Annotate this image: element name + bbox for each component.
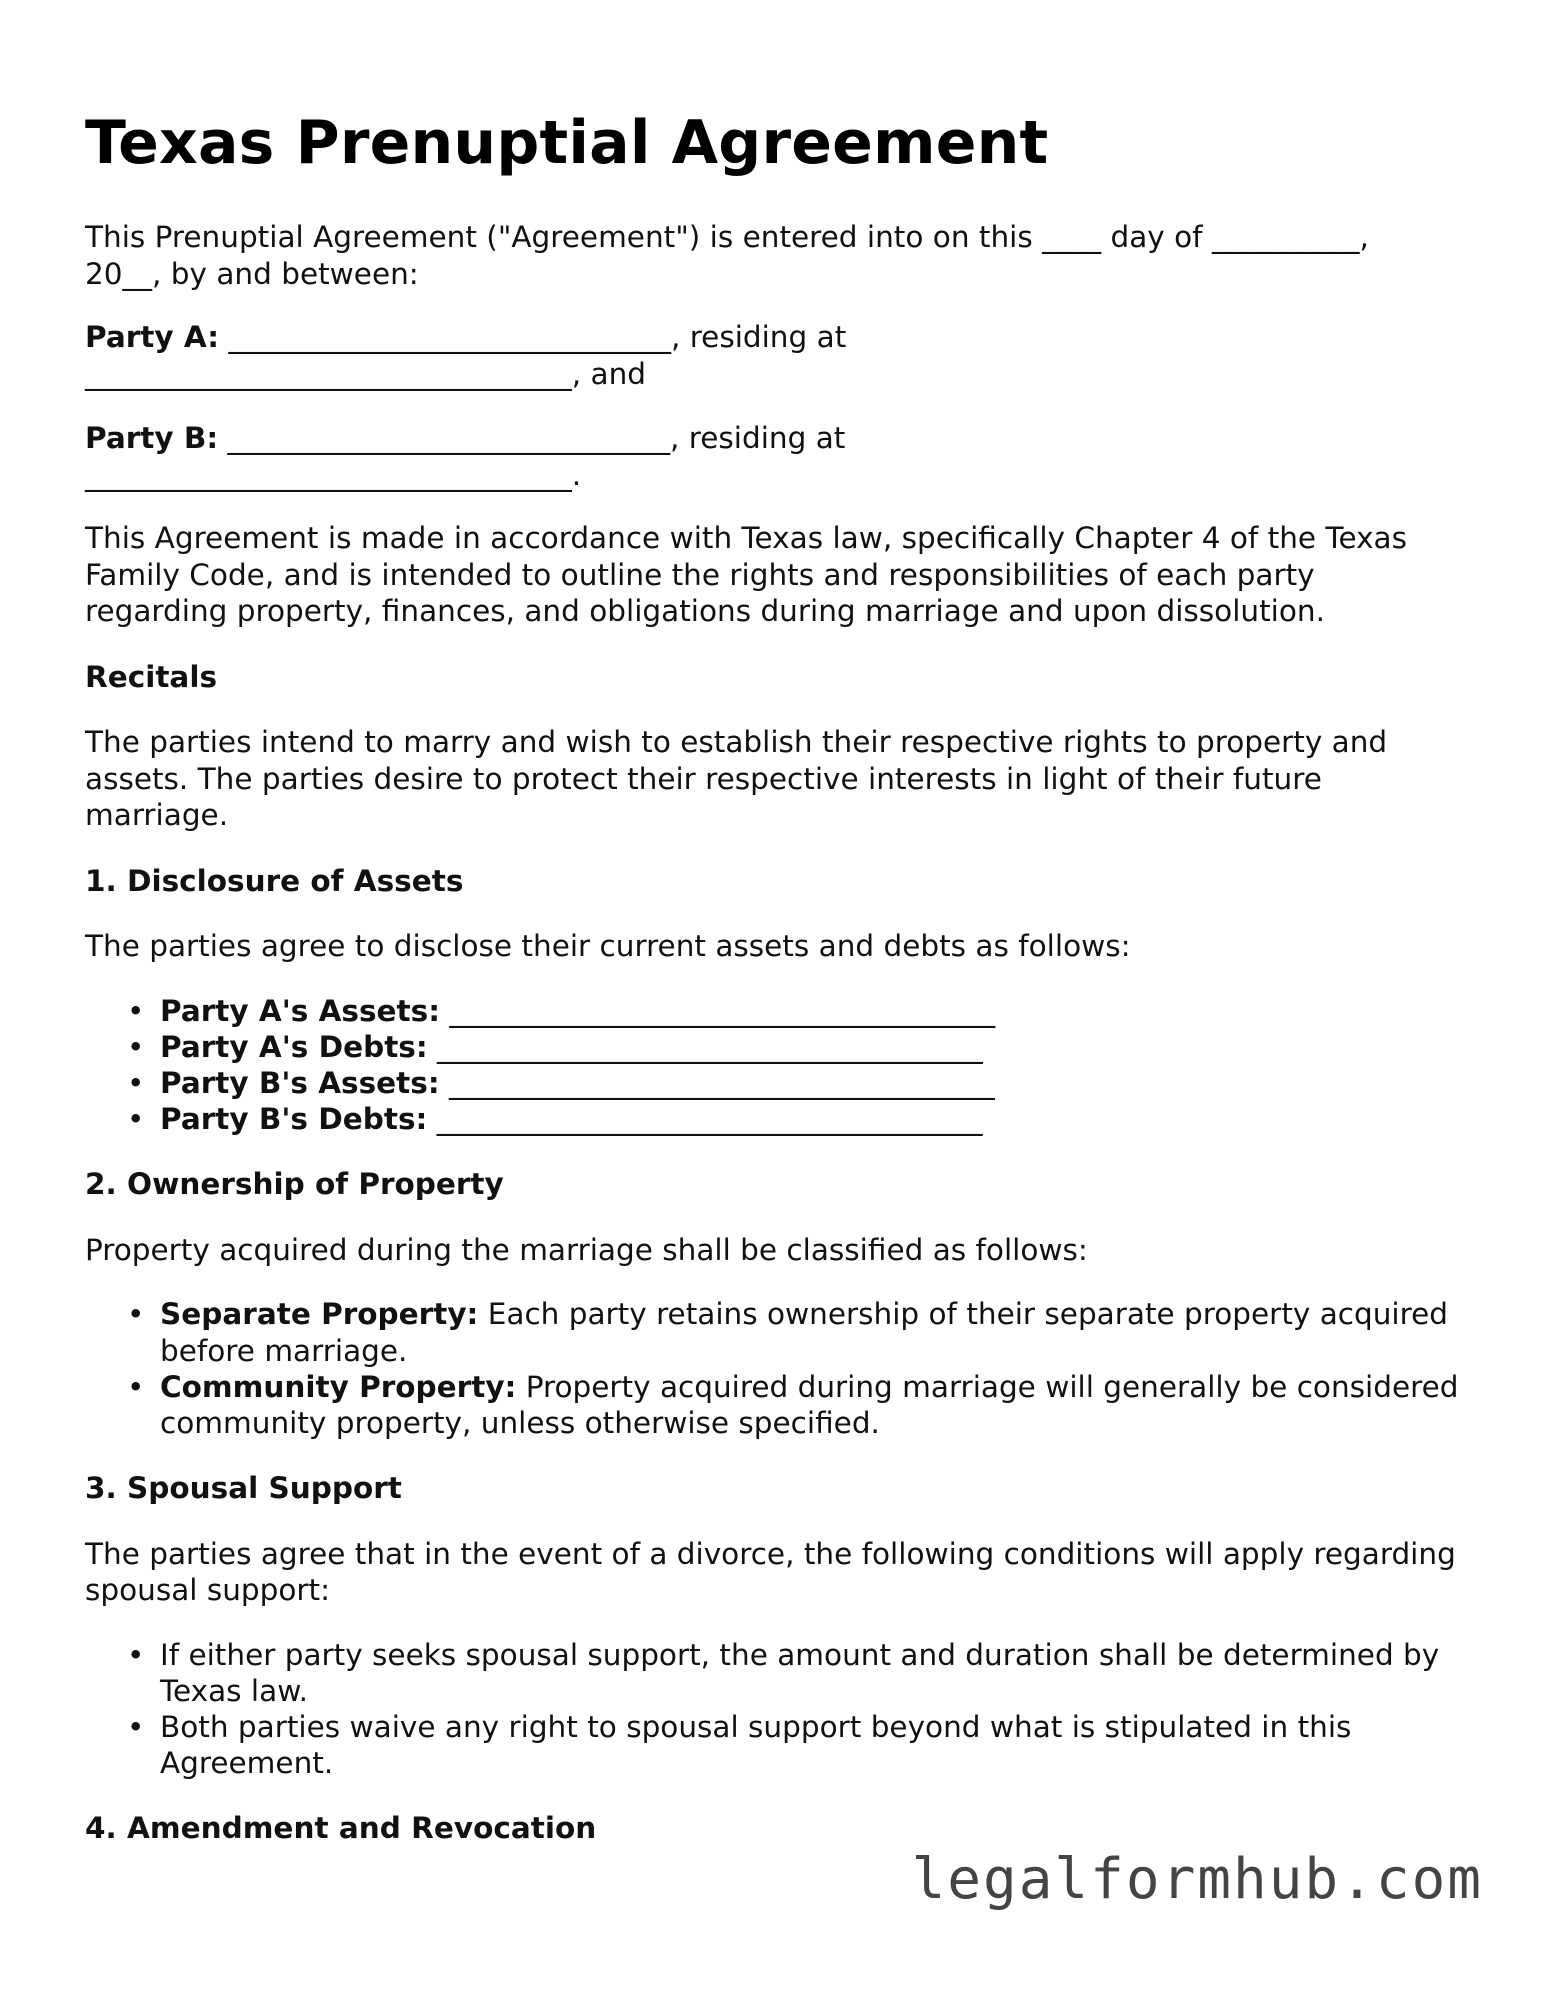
law-paragraph: This Agreement is made in accordance with Texas law, specifically Chapter 4 of the Texas Family Code, and is intended to outline the rights and responsibilities of each party regarding property, finances, and obligations during marriage and upon dissolution. bbox=[85, 521, 1407, 628]
support-item-text: Both parties waive any right to spousal support beyond what is stipulated in this Agreement. bbox=[160, 1710, 1352, 1781]
party-b-address-blank: _________________________________. bbox=[85, 457, 582, 492]
party-b-assets-blank: _____________________________________ bbox=[439, 1065, 995, 1100]
party-b-debts-label: Party B's Debts: bbox=[160, 1102, 428, 1137]
section-1-heading: 1. Disclosure of Assets bbox=[85, 863, 464, 898]
bullet-icon: • bbox=[127, 1369, 145, 1404]
separate-property-text: Each party retains ownership of their separate property acquired before marriage. bbox=[160, 1297, 1448, 1368]
section-1-text: The parties agree to disclose their current assets and debts as follows: bbox=[85, 929, 1131, 963]
intro-line-2: 20__, by and between: bbox=[85, 256, 419, 291]
property-list bbox=[85, 1296, 1465, 1441]
party-a-label: Party A: bbox=[85, 320, 220, 354]
bullet-icon: • bbox=[127, 1029, 145, 1064]
section-2-heading: 2. Ownership of Property bbox=[85, 1167, 504, 1202]
list-item bbox=[85, 1101, 1465, 1137]
party-b-assets-label: Party B's Assets: bbox=[160, 1065, 440, 1100]
support-list bbox=[85, 1637, 1465, 1782]
party-a-debts-label: Party A's Debts: bbox=[160, 1029, 428, 1064]
bullet-icon: • bbox=[127, 1065, 145, 1100]
party-b-block bbox=[85, 420, 1465, 493]
separate-property-label: Separate Property: bbox=[160, 1297, 479, 1332]
party-a-block bbox=[85, 319, 1465, 392]
list-item bbox=[85, 1065, 1465, 1101]
recitals-heading: Recitals bbox=[85, 659, 218, 694]
party-a-address-blank: _________________________________, and bbox=[85, 356, 647, 391]
party-b-label: Party B: bbox=[85, 421, 219, 455]
section-3-heading: 3. Spousal Support bbox=[85, 1471, 402, 1506]
bullet-icon: • bbox=[127, 1710, 145, 1745]
list-item bbox=[85, 993, 1465, 1029]
party-b-name-blank: ______________________________, residing at bbox=[218, 421, 846, 455]
community-property-text: Property acquired during marriage will generally be considered community property, unless otherwise specified. bbox=[160, 1369, 1459, 1440]
list-item bbox=[85, 1296, 1465, 1368]
document-title: Texas Prenuptial Agreement bbox=[85, 108, 1049, 178]
bullet-icon: • bbox=[127, 1637, 145, 1672]
bullet-icon: • bbox=[127, 1297, 145, 1332]
community-property-label: Community Property: bbox=[160, 1369, 517, 1404]
support-item-text: If either party seeks spousal support, the amount and duration shall be determined by Texas law. bbox=[160, 1637, 1440, 1708]
intro-line-1: This Prenuptial Agreement ("Agreement") is entered into on this ____ day of __________, bbox=[85, 220, 1369, 254]
section-4-heading: 4. Amendment and Revocation bbox=[85, 1811, 597, 1846]
recitals-text: The parties intend to marry and wish to establish their respective rights to property and assets. The parties desire to protect their respective interests in light of their future marriage. bbox=[85, 725, 1388, 832]
list-item bbox=[85, 1369, 1465, 1441]
watermark: legalformhub.com bbox=[911, 1847, 1483, 1912]
section-2-text: Property acquired during the marriage shall be classified as follows: bbox=[85, 1232, 1088, 1267]
list-item bbox=[85, 1029, 1465, 1065]
list-item bbox=[85, 1709, 1465, 1781]
bullet-icon: • bbox=[127, 1102, 145, 1137]
assets-list bbox=[85, 993, 1465, 1138]
bullet-icon: • bbox=[127, 993, 145, 1028]
party-a-assets-blank: _____________________________________ bbox=[440, 993, 996, 1028]
intro-paragraph bbox=[85, 219, 1465, 292]
document-page bbox=[85, 0, 1465, 1847]
party-a-debts-blank: _____________________________________ bbox=[427, 1029, 983, 1064]
party-b-debts-blank: _____________________________________ bbox=[427, 1102, 983, 1137]
list-item bbox=[85, 1637, 1465, 1709]
party-a-name-blank: ______________________________, residing at bbox=[219, 320, 847, 354]
party-a-assets-label: Party A's Assets: bbox=[160, 993, 440, 1028]
section-3-text: The parties agree that in the event of a divorce, the following conditions will apply regarding spousal support: bbox=[85, 1536, 1456, 1608]
